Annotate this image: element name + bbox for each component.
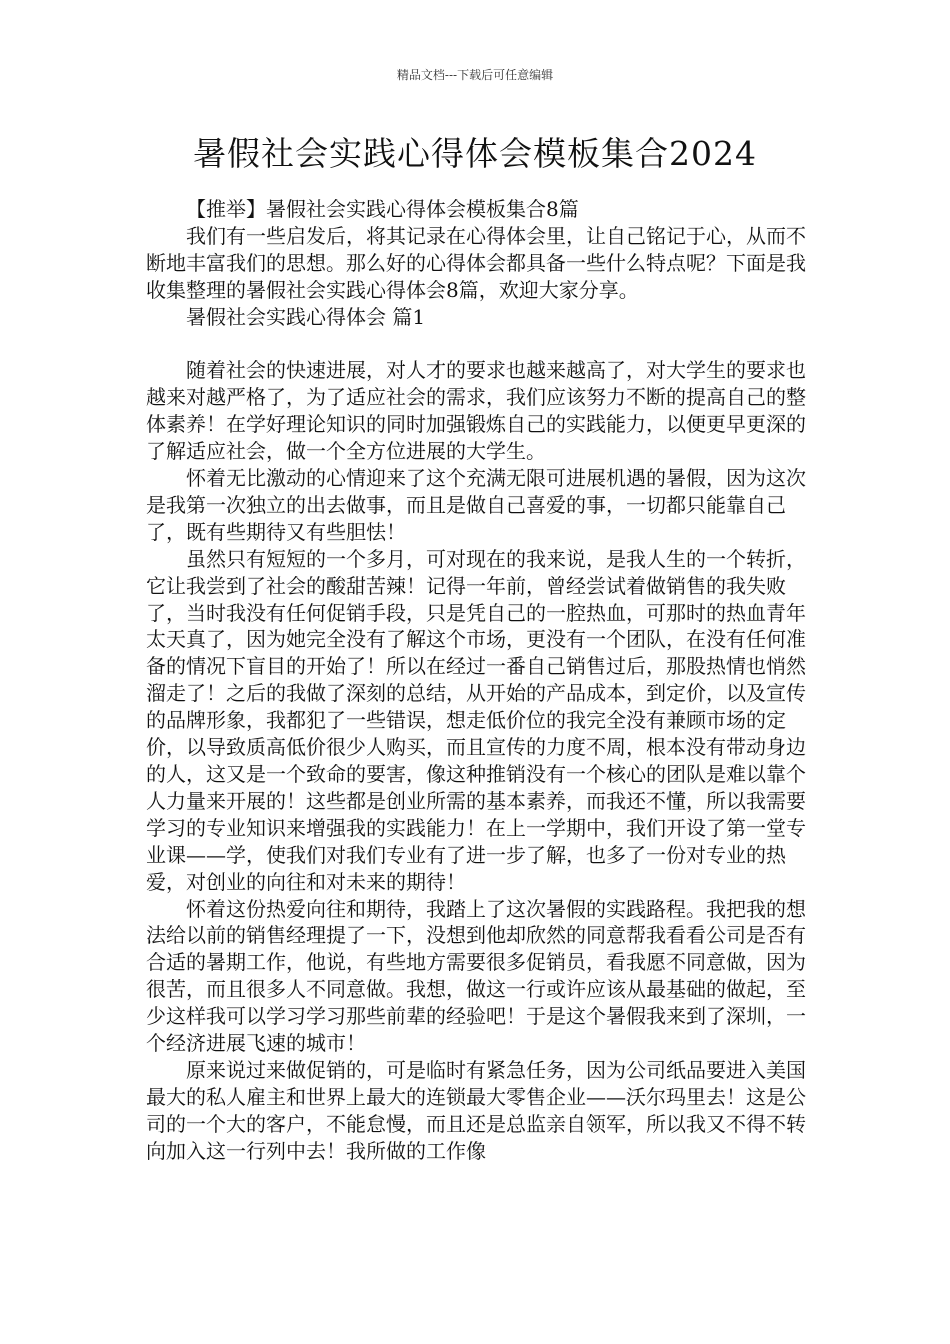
body-paragraph: 虽然只有短短的一个多月，可对现在的我来说，是我人生的一个转折，它让我尝到了社会的酸甜苦辣！记得一年前，曾经尝试着做销售的我失败了，当时我没有任何促销手段，只是凭自己的一腔热血，可那时的热血青年太天真了，因为她完全没有了解这个市场，更没有一个团队，在没有任何准备的情况下盲目的开始了！所以在经过一番自己销售过后，那股热情也悄然溜走了！之后的我做了深刻的总结，从开始的产品成本，到定价，以及宣传的品牌形象，我都犯了一些错误，想走低价位的我完全没有兼顾市场的定价，以导致质高低价很少人购买，而且宣传的力度不周，根本没有带动身边的人，这又是一个致命的要害，像这种推销没有一个核心的团队是难以靠个人力量来开展的！这些都是创业所需的基本素养，而我还不懂，所以我需要学习的专业知识来增强我的实践能力！在上一学期中，我们开设了第一堂专业课——学，使我们对我们专业有了进一步了解，也多了一份对专业的热爱，对创业的向往和对未来的期待！ xyxy=(146,546,806,894)
intro-paragraph: 我们有一些启发后，将其记录在心得体会里，让自己铭记于心，从而不断地丰富我们的思想。那么好的心得体会都具备一些什么特点呢？下面是我收集整理的暑假社会实践心得体会8篇，欢迎大家分享。 xyxy=(146,223,806,302)
intro-heading: 【推举】暑假社会实践心得体会模板集合8篇 xyxy=(186,197,579,221)
document-body xyxy=(146,196,810,1165)
body-paragraph: 怀着无比激动的心情迎来了这个充满无限可进展机遇的暑假，因为这次是我第一次独立的出去做事，而且是做自己喜爱的事，一切都只能靠自己了，既有些期待又有些胆怯！ xyxy=(146,466,806,544)
section-heading: 暑假社会实践心得体会 篇1 xyxy=(186,304,426,329)
body-paragraph: 怀着这份热爱向往和期待，我踏上了这次暑假的实践路程。我把我的想法给以前的销售经理提了一下，没想到他却欣然的同意帮我看看公司是否有合适的暑期工作，他说，有些地方需要很多促销员，看我愿不同意做，因为很苦，而且很多人不同意做。我想，做这一行或许应该从最基础的做起，至少这样我可以学习学习那些前辈的经验吧！于是这个暑假我来到了深圳，一个经济进展飞速的城市！ xyxy=(146,896,806,1056)
page-header: 精品文档---下载后可任意编辑 xyxy=(396,68,554,82)
body-paragraph: 随着社会的快速进展，对人才的要求也越来越高了，对大学生的要求也越来对越严格了，为了适应社会的需求，我们应该努力不断的提高自己的整体素养！在学好理论知识的同时加强锻炼自己的实践能力，以便更早更深的了解适应社会，做一个全方位进展的大学生。 xyxy=(146,358,806,464)
document-title: 暑假社会实践心得体会模板集合2024 xyxy=(193,134,757,173)
body-paragraph: 原来说过来做促销的，可是临时有紧急任务，因为公司纸品要进入美国最大的私人雇主和世界上最大的连锁最大零售企业——沃尔玛里去！这是公司的一个大的客户，不能怠慢，而且还是总监亲自领军，所以我又不得不转向加入这一行列中去！我所做的工作像 xyxy=(146,1057,806,1163)
